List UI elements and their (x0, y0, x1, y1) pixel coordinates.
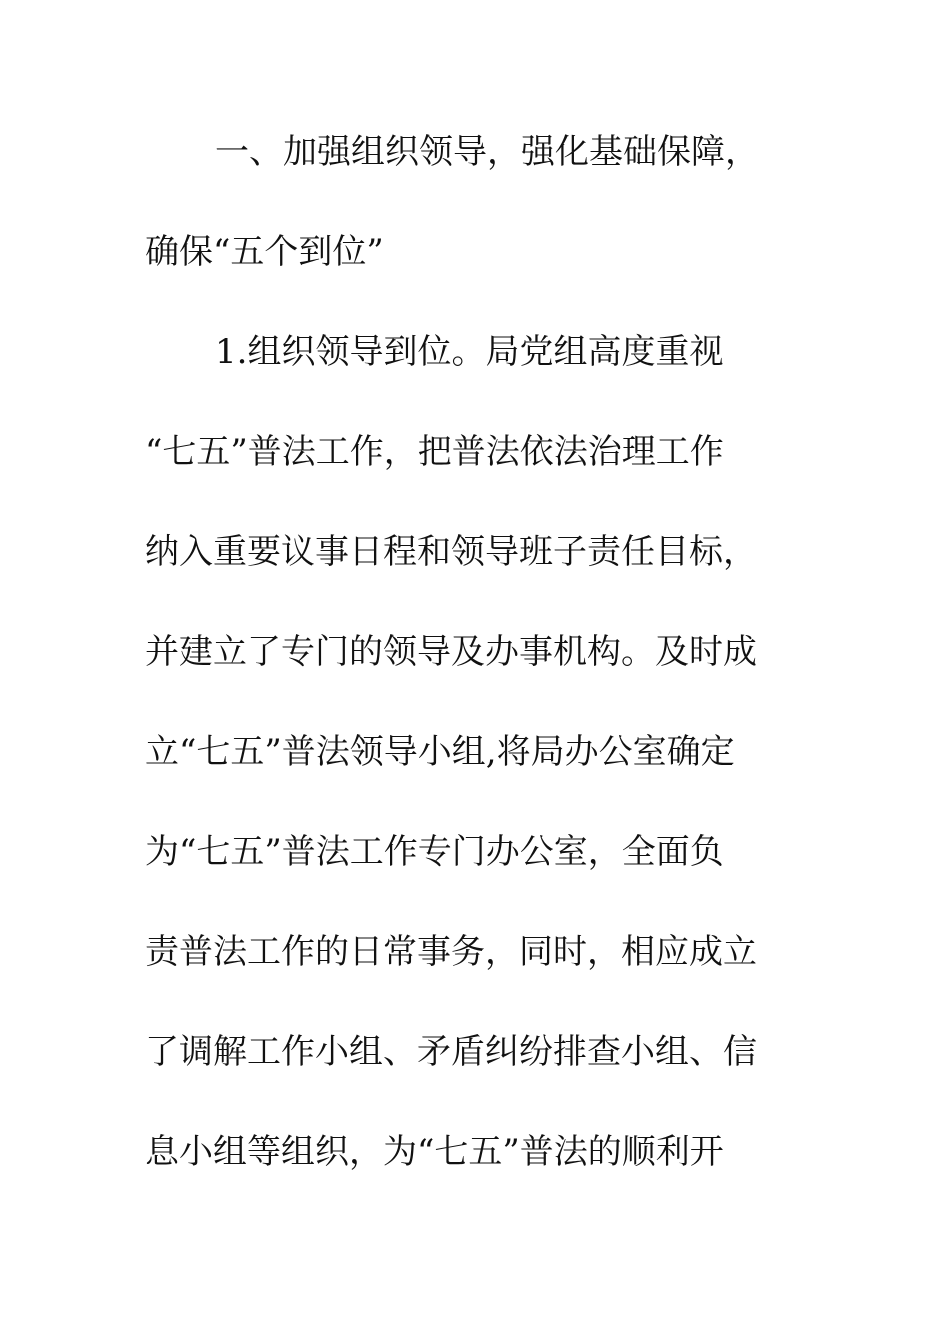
paragraph-line-7: 责普法工作的日常事务，同时，相应成立 (145, 932, 757, 972)
paragraph-line-8: 了调解工作小组、矛盾纠纷排查小组、信 (145, 1032, 757, 1072)
paragraph-line-1: 1.组织领导到位。局党组高度重视 (215, 332, 724, 372)
heading-line-1: 一、加强组织领导，强化基础保障， (215, 132, 759, 172)
paragraph-line-2: “七五”普法工作，把普法依法治理工作 (145, 432, 724, 472)
paragraph-line-5: 立“七五”普法领导小组,将局办公室确定 (145, 732, 735, 772)
paragraph-line-6: 为“七五”普法工作专门办公室，全面负 (145, 832, 724, 872)
paragraph-line-4: 并建立了专门的领导及办事机构。及时成 (145, 632, 757, 672)
paragraph-line-3: 纳入重要议事日程和领导班子责任目标， (145, 532, 757, 572)
paragraph-line-9: 息小组等组织，为“七五”普法的顺利开 (145, 1132, 724, 1172)
heading-line-2: 确保“五个到位” (145, 232, 384, 272)
